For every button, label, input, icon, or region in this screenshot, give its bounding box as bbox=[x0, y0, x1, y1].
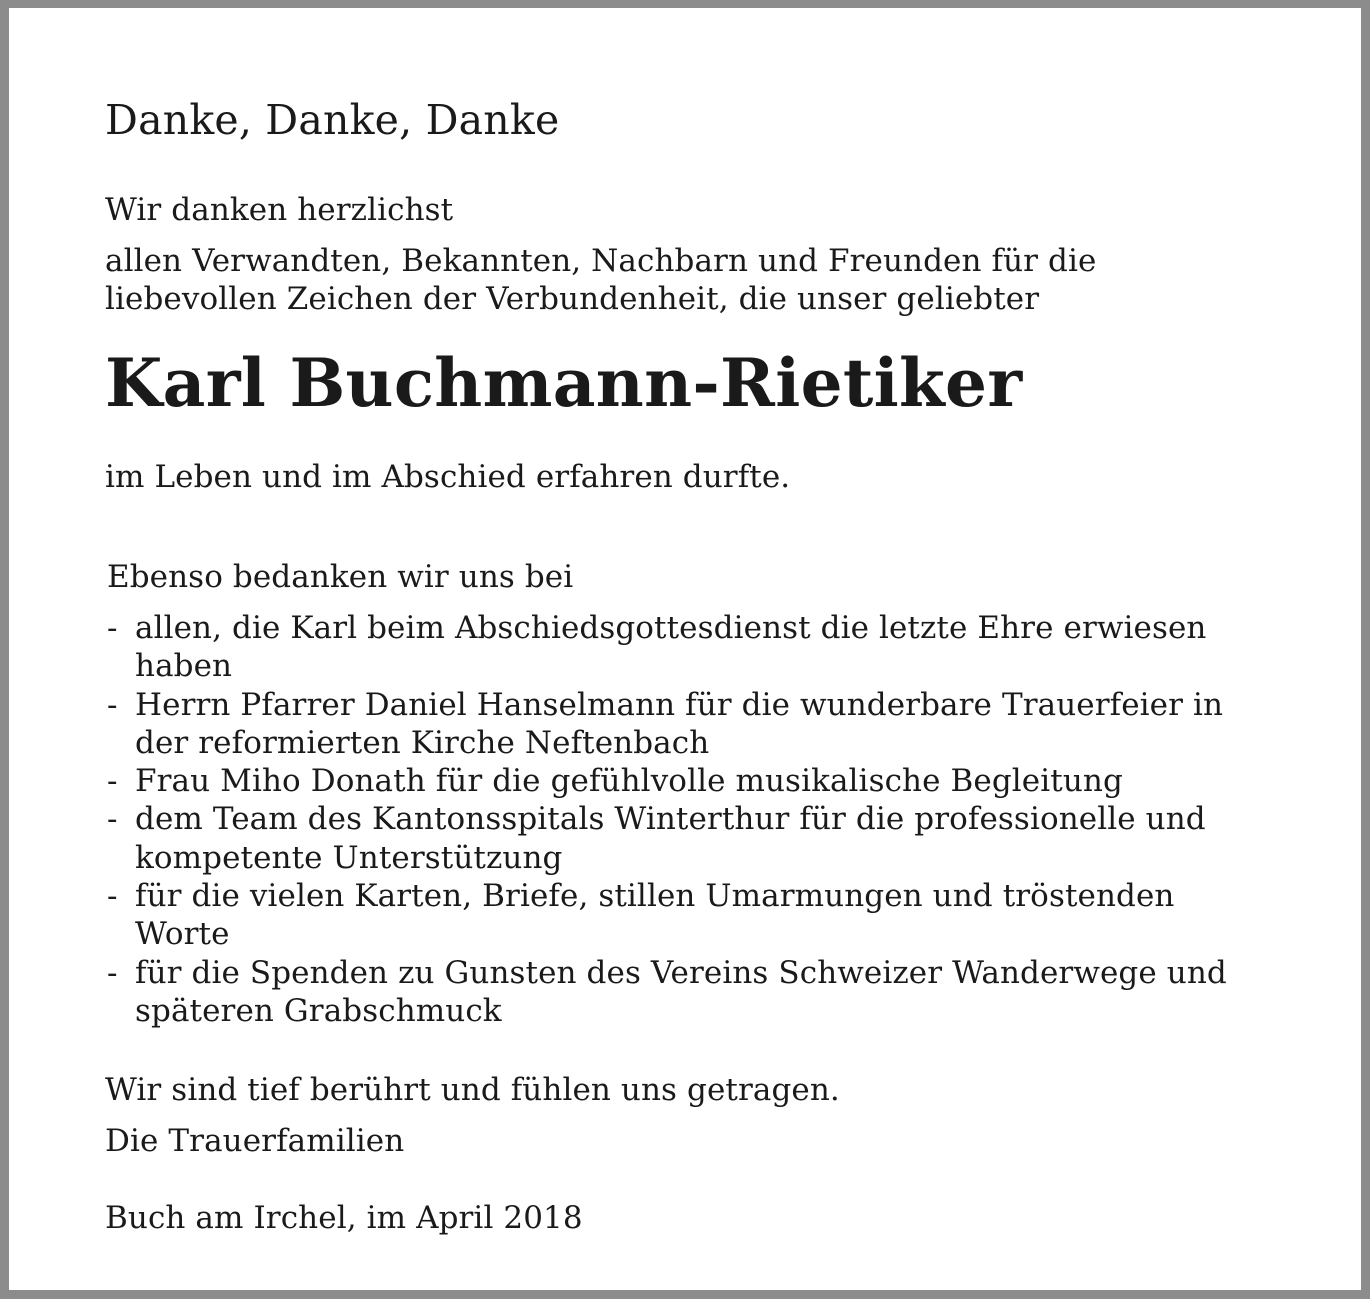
list-item-line: Worte bbox=[135, 916, 230, 953]
list-item-line: dem Team des Kantonsspitals Winterthur für die professionelle und bbox=[135, 801, 1206, 838]
list-item bbox=[107, 686, 1307, 763]
list-item-line: haben bbox=[135, 648, 233, 685]
signature: Die Trauerfamilien bbox=[105, 1123, 405, 1159]
intro-line: Wir danken herzlichst bbox=[105, 192, 454, 228]
list-item-line: späteren Grabschmuck bbox=[135, 992, 502, 1029]
list-item-line: allen, die Karl beim Abschiedsgottesdienst die letzte Ehre erwiesen bbox=[135, 610, 1207, 646]
thanks-intro: Ebenso bedanken wir uns bei bbox=[107, 559, 574, 595]
list-item-line: kompetente Unterstützung bbox=[135, 839, 563, 876]
list-item bbox=[107, 609, 1307, 686]
list-item-line: Frau Miho Donath für die gefühlvolle musikalische Begleitung bbox=[135, 763, 1123, 800]
recipients-line-1: allen Verwandten, Bekannten, Nachbarn und Freunden für die bbox=[105, 243, 1097, 279]
recipients-line-2: liebevollen Zeichen der Verbundenheit, die unser geliebter bbox=[105, 281, 1040, 317]
list-item bbox=[107, 954, 1307, 1031]
closing-line: Wir sind tief berührt und fühlen uns getragen. bbox=[105, 1072, 840, 1108]
list-item-line: für die Spenden zu Gunsten des Vereins Schweizer Wanderwege und bbox=[135, 954, 1227, 991]
list-item-line: der reformierten Kirche Neftenbach bbox=[135, 724, 710, 761]
list-item bbox=[107, 762, 1307, 800]
list-item bbox=[107, 800, 1307, 877]
notice-heading: Danke, Danke, Danke bbox=[105, 96, 560, 144]
bullet-dash: - bbox=[107, 878, 118, 915]
list-item-line: Herrn Pfarrer Daniel Hanselmann für die wunderbare Trauerfeier in bbox=[135, 686, 1224, 723]
bullet-dash: - bbox=[107, 801, 118, 838]
deceased-name: Karl Buchmann-Rietiker bbox=[105, 344, 1023, 422]
bullet-dash: - bbox=[107, 686, 118, 723]
bullet-dash: - bbox=[107, 610, 118, 646]
list-item-line: für die vielen Karten, Briefe, stillen Umarmungen und tröstenden bbox=[135, 878, 1175, 915]
after-name-line: im Leben und im Abschied erfahren durfte. bbox=[105, 459, 791, 495]
thanks-list bbox=[107, 609, 1307, 1030]
bullet-dash: - bbox=[107, 954, 118, 991]
bullet-dash: - bbox=[107, 763, 118, 800]
place-date: Buch am Irchel, im April 2018 bbox=[105, 1200, 583, 1236]
list-item bbox=[107, 877, 1307, 954]
